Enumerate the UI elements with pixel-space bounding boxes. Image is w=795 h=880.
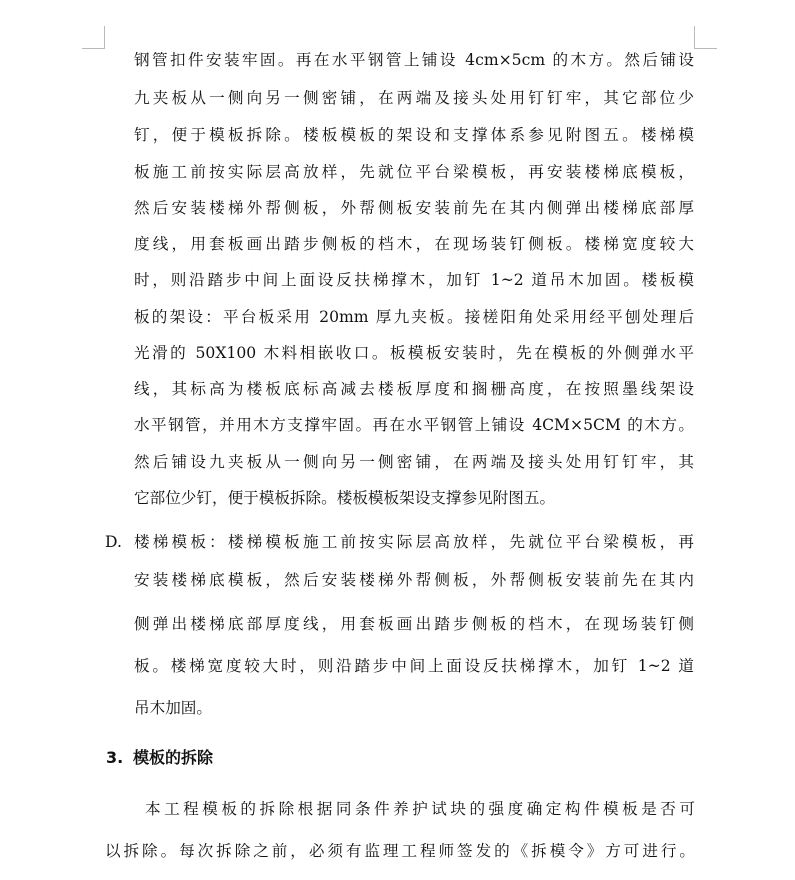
crop-mark-top-left	[82, 26, 105, 49]
section-title: 模板的拆除	[133, 748, 214, 767]
section-heading	[106, 748, 213, 768]
text-line: 板施工前按实际层高放样，先就位平台梁模板，再安装楼梯底模板，	[134, 163, 694, 181]
text-line: 以拆除。每次拆除之前，必须有监理工程师签发的《拆模令》方可进行。	[105, 842, 695, 860]
text-line: 线，其标高为楼板底标高减去楼板厚度和搁栅高度，在按照墨线架设	[134, 380, 694, 398]
text-line: 九夹板从一侧向另一侧密铺，在两端及接头处用钉钉牢，其它部位少	[134, 89, 694, 107]
section-number: 3.	[106, 748, 124, 767]
text-line: 钉，便于模板拆除。楼板模板的架设和支撑体系参见附图五。楼梯模	[134, 126, 694, 144]
text-line: 本工程模板的拆除根据同条件养护试块的强度确定构件模板是否可	[145, 800, 695, 818]
text-line: 然后安装楼梯外帮侧板，外帮侧板安装前先在其内侧弹出楼梯底部厚	[134, 199, 694, 217]
text-line: 它部位少钉，便于模板拆除。楼板模板架设支撑参见附图五。	[134, 489, 556, 507]
text-line: 然后铺设九夹板从一侧向另一侧密铺，在两端及接头处用钉钉牢，其	[134, 453, 694, 471]
text-line: 侧弹出楼梯底部厚度线，用套板画出踏步侧板的档木，在现场装钉侧	[134, 615, 694, 633]
text-line: 度线，用套板画出踏步侧板的档木，在现场装钉侧板。楼梯宽度较大	[134, 235, 694, 253]
text-line: 钢管扣件安装牢固。再在水平钢管上铺设 4cm×5cm 的木方。然后铺设	[134, 51, 694, 69]
text-line: 水平钢管，并用木方支撑牢固。再在水平钢管上铺设 4CM×5CM 的木方。	[134, 416, 694, 434]
list-marker: D.	[105, 533, 122, 551]
text-line: 吊木加固。	[134, 699, 212, 717]
text-line: 板。楼梯宽度较大时，则沿踏步中间上面设反扶梯撑木，加钉 1~2 道	[134, 657, 694, 675]
crop-mark-top-right	[694, 26, 717, 49]
text-line: 楼梯模板：楼梯模板施工前按实际层高放样，先就位平台梁模板，再	[134, 533, 694, 551]
text-line: 光滑的 50X100 木料相嵌收口。板模板安装时，先在模板的外侧弹水平	[134, 344, 694, 362]
text-line: 时，则沿踏步中间上面设反扶梯撑木，加钉 1~2 道吊木加固。楼板模	[134, 271, 694, 289]
text-line: 安装楼梯底模板，然后安装楼梯外帮侧板，外帮侧板安装前先在其内	[134, 571, 694, 589]
text-line: 板的架设：平台板采用 20mm 厚九夹板。接槎阳角处采用经平刨处理后	[134, 308, 694, 326]
